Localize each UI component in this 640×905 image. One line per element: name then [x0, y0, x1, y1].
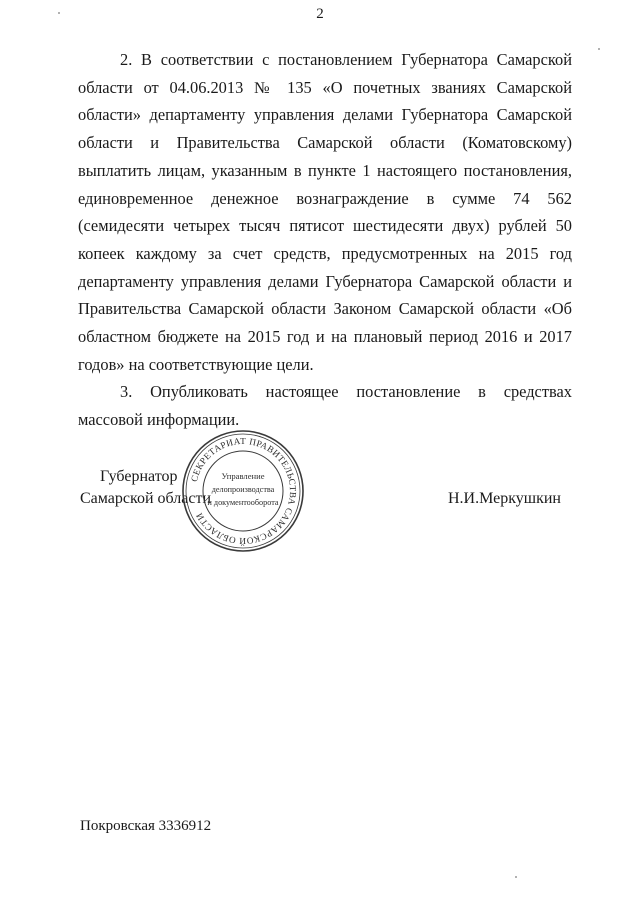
signatory-name: Н.И.Меркушкин	[448, 490, 561, 507]
signatory-title-line1: Губернатор	[100, 468, 178, 485]
document-body	[78, 46, 572, 434]
paragraph-3-publish: 3. Опубликовать настоящее постановление в средствах массовой информации.	[78, 382, 572, 430]
paragraph-2-payment: 2. В соответствии с постановлением Губернатора Самарской области от 04.06.2013 № 135 «О почетных званиях Самарской области» департаменту управления делами Губернатора Самарской области и Правительства Самарской области (Коматовскому) выплатить лицам, указанным в пункте 1 настоящего постановления, единовременное денежное вознаграждение в сумме 74 562 (семидесяти четырех тысяч пятисот шестидесяти двух) рублей 50 копеек каждому за счет средств, предусмотренных на 2015 год департаменту управления делами Губернатора Самарской области и Правительства Самарской области Законом Самарской области «Об областном бюджете на 2015 год и на плановый период 2016 и 2017 годов» на соответствующие цели.	[78, 50, 572, 374]
executor-contact: Покровская 3336912	[80, 818, 212, 834]
signatory-title-line2: Самарской области	[80, 490, 211, 507]
stamp-center-line3: и документооборота	[207, 498, 279, 507]
stamp-seal-graphic	[180, 428, 306, 554]
scan-speck	[58, 12, 60, 14]
official-stamp	[180, 428, 306, 554]
stamp-center-line1: Управление	[221, 471, 265, 481]
page-number: 2	[316, 6, 324, 22]
scan-speck	[515, 876, 517, 878]
scan-speck	[598, 48, 600, 50]
stamp-ring-text: СЕКРЕТАРИАТ ПРАВИТЕЛЬСТВА САМАРСКОЙ ОБЛАСТИ	[188, 435, 299, 547]
stamp-center-line2: делопроизводства	[211, 485, 275, 494]
